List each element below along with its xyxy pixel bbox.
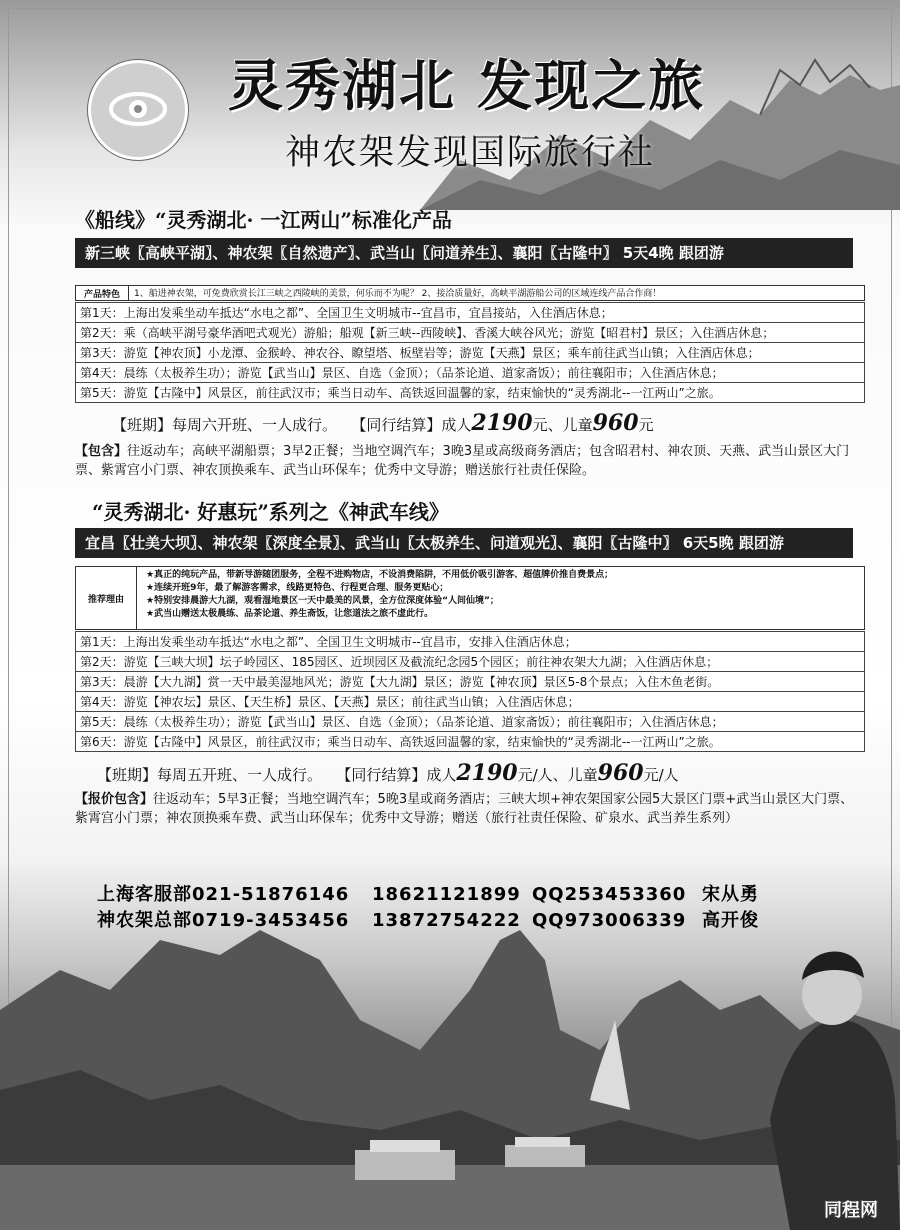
itinerary-day: 第5天：晨练（太极养生功）；游览【武当山】景区、自选（金顶）；（品茶论道、道家斋饭）；前往襄阳市；入住酒店休息； [76,712,865,732]
reco-line: ★武当山赠送太极晨练、品茶论道、养生斋饭，让您道法之旅不虚此行。 [146,609,434,619]
section2-include [75,790,865,828]
table-row [76,652,865,672]
section1-include [75,442,865,480]
adult-label: 成人 [441,416,472,434]
watermark-logo: 同程网 [824,1200,878,1221]
reco-lines [146,567,864,623]
reco-line: ★特别安排晨游大九湖，观看湿地景区一天中最美的风景，全方位深度体验“人间仙境”； [146,596,499,606]
child-unit: 元 [638,416,654,434]
reco-line: ★真正的纯玩产品，带新导游随团服务，全程不进购物店，不设消费陷阱，不用低价吸引游客、超值牌价推自费景点； [146,570,614,580]
section2-itinerary-table [75,631,865,752]
main-title: 灵秀湖北 发现之旅 [228,53,706,118]
adult-unit: 元、儿童 [532,416,593,434]
table-row [76,383,865,403]
include-label: 【包含】 [75,444,128,459]
contact-office: 上海客服部021-51876146 [97,884,350,905]
child-price: 960 [592,410,639,436]
adult-unit: 元/人、儿童 [517,766,598,784]
schedule-label: 【班期】 [112,416,173,434]
contact-phone: 13872754222 [372,910,521,931]
reco-line: ★连续开班9年，最了解游客需求，线路更特色、行程更合理、服务更贴心； [146,583,449,593]
itinerary-day: 第1天：上海出发乘坐动车抵达“水电之都”、全国卫生文明城市--宜昌市，宜昌接站，入住酒店休息； [76,303,865,323]
reco-label: 推荐理由 [76,567,137,629]
schedule-text: 每周六开班、一人成行。 [172,416,338,434]
contact-qq: QQ973006339 [532,910,687,931]
contact-person: 宋从勇 [702,884,759,905]
section1-schedule-line [112,410,654,436]
table-row [76,692,865,712]
table-row [76,343,865,363]
child-price: 960 [597,760,644,786]
contact-qq: QQ253453360 [532,884,687,905]
itinerary-day: 第2天：乘（高峡平湖号豪华酒吧式观光）游船；船观【新三峡--西陵峡】、香溪大峡谷风光；游览【昭君村】景区；入住酒店休息； [76,323,865,343]
itinerary-day: 第4天：游览【神农坛】景区、【天生桥】景区、【天燕】景区；前往武当山镇；入住酒店休息； [76,692,865,712]
include-label: 【报价包含】 [75,792,154,807]
schedule-label: 【班期】 [97,766,158,784]
table-row [76,732,865,752]
itinerary-day: 第5天：游览【古隆中】风景区，前往武汉市；乘当日动车、高铁返回温馨的家，结束愉快的“灵秀湖北--一江两山”之旅。 [76,383,865,403]
adult-price: 2190 [456,760,518,786]
table-row [76,363,865,383]
include-text: 往返动车；高峡平湖船票；3早2正餐；当地空调汽车；3晚3星或高级商务酒店；包含昭君村、神农顶、天燕、武当山景区大门票、紫霄宫小门票、神农顶换乘车、武当山环保车；优秀中文导游；赠送旅行社责任保险。 [75,444,850,478]
section2-reco-box [75,566,865,630]
contact-row-shanghai [97,880,759,906]
itinerary-day: 第4天：晨练（太极养生功）；游览【武当山】景区、自选（金顶）；（品茶论道、道家斋饭）；前往襄阳市；入住酒店休息； [76,363,865,383]
settle-label: 【同行结算】 [336,766,427,784]
itinerary-day: 第3天：游览【神农顶】小龙潭、金猴岭、神农谷、瞭望塔、板壁岩等；游览【天燕】景区；乘车前往武当山镇；入住酒店休息； [76,343,865,363]
feature-text: 1、船进神农架，可免费欣赏长江三峡之西陵峡的美景，何乐而不为呢？ 2、接洽质量好，高峡平湖游船公司的区域连线产品合作商！ [134,289,662,299]
contact-row-shennongjia [97,906,759,932]
section1-feature-box [75,285,865,301]
child-unit: 元/人 [643,766,679,784]
table-row [76,672,865,692]
table-row [76,323,865,343]
table-row [76,712,865,732]
adult-price: 2190 [471,410,533,436]
itinerary-day: 第6天：游览【古隆中】风景区，前往武汉市；乘当日动车、高铁返回温馨的家，结束愉快的“灵秀湖北--一江两山”之旅。 [76,732,865,752]
section1-title: 《船线》“灵秀湖北· 一江两山”标准化产品 [75,208,452,232]
contact-office: 神农架总部0719-3453456 [97,910,350,931]
eye-logo-icon [108,87,168,131]
contact-person: 高开俊 [702,910,759,931]
table-row [76,632,865,652]
section2-title: “灵秀湖北· 好惠玩”系列之《神武车线》 [92,500,449,524]
section1-itinerary-table [75,302,865,403]
adult-label: 成人 [426,766,457,784]
section2-schedule-line [97,760,679,786]
contact-phone: 18621121899 [372,884,521,905]
itinerary-day: 第3天：晨游【大九湖】赏一天中最美湿地风光；游览【大九湖】景区；游览【神农顶】景区5-8个景点；入住木鱼老街。 [76,672,865,692]
agency-logo [88,60,188,160]
agency-name: 神农架发现国际旅行社 [285,133,656,173]
settle-label: 【同行结算】 [351,416,442,434]
section2-route-bar: 宜昌〖壮美大坝〗、神农架〖深度全景〗、武当山〖太极养生、问道观光〗、襄阳〖古隆中〗 6天5晚 跟团游 [75,528,853,558]
table-row [76,303,865,323]
itinerary-day: 第1天：上海出发乘坐动车抵达“水电之都”、全国卫生文明城市--宜昌市，安排入住酒店休息； [76,632,865,652]
schedule-text: 每周五开班、一人成行。 [157,766,323,784]
include-text: 往返动车；5早3正餐；当地空调汽车；5晚3星或商务酒店；三峡大坝+神农架国家公园5大景区门票+武当山景区大门票、紫霄宫小门票；神农顶换乘车费、武当山环保车；优秀中文导游；赠送（旅行社责任保险、矿泉水、武当养生系列） [75,792,854,826]
itinerary-day: 第2天：游览【三峡大坝】坛子岭园区、185园区、近坝园区及截流纪念园5个园区；前往神农架大九湖；入住酒店休息； [76,652,865,672]
section1-route-bar: 新三峡〖高峡平湖〗、神农架〖自然遗产〗、武当山〖问道养生〗、襄阳〖古隆中〗 5天4晚 跟团游 [75,238,853,268]
feature-label: 产品特色 [76,286,129,300]
mountain-river-scenery [0,900,900,1230]
